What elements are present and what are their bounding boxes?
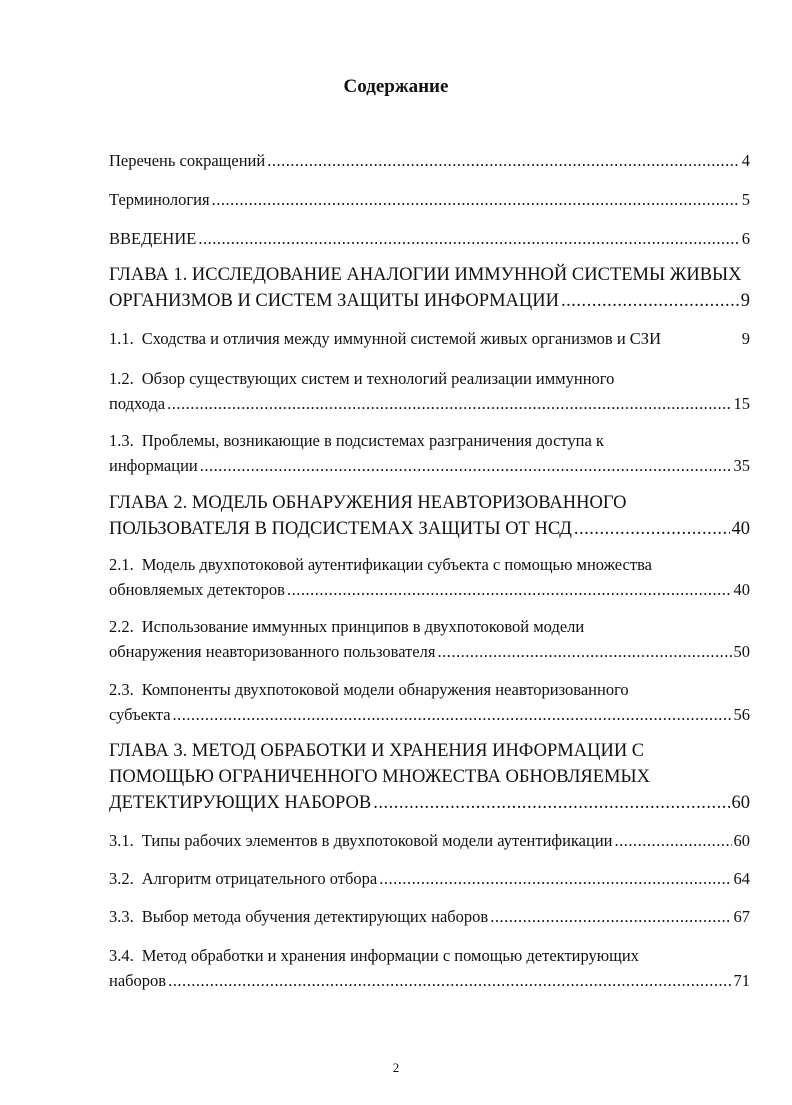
toc-entry[interactable] <box>109 943 750 993</box>
dot-leader <box>287 577 732 602</box>
toc-entry[interactable] <box>109 326 750 351</box>
dot-leader <box>167 391 731 416</box>
toc-entry[interactable] <box>109 428 750 478</box>
toc-entry[interactable] <box>109 148 750 173</box>
toc-entry[interactable] <box>109 738 750 816</box>
toc-entry-text: 1.2. Обзор существующих систем и технологий реализации иммунного <box>109 366 750 391</box>
toc-entry-text: субъекта <box>109 705 171 724</box>
toc-entry-number: 1.2. <box>109 369 134 388</box>
toc-entry-text: информации <box>109 456 198 475</box>
page-number: 2 <box>392 1060 400 1075</box>
toc-entry-text: наборов <box>109 971 167 990</box>
toc-entry-text: 2.3. Компоненты двухпотоковой модели обнаружения неавторизованного <box>109 677 750 702</box>
dot-leader <box>200 453 732 478</box>
toc-entry-text: ГЛАВА 2. МОДЕЛЬ ОБНАРУЖЕНИЯ НЕАВТОРИЗОВАННОГО <box>109 493 627 513</box>
toc-entry-number: 3.4. <box>109 946 134 965</box>
dot-leader <box>574 516 730 542</box>
toc-entry-text: 3.3. Выбор метода обучения детектирующих наборов <box>109 904 488 929</box>
toc-entry-number: 3.2. <box>109 869 134 888</box>
toc-entry-page: 71 <box>733 971 750 990</box>
toc-entry-text: 2.2. Использование иммунных принципов в двухпотоковой модели <box>109 614 750 639</box>
toc-entry-text: Перечень сокращений <box>109 151 266 170</box>
dot-leader <box>168 968 731 993</box>
dot-leader <box>267 148 740 173</box>
toc-entry[interactable] <box>109 187 750 212</box>
toc-entry-page: 40 <box>733 580 750 599</box>
dot-leader <box>379 866 731 891</box>
toc-entry[interactable] <box>109 552 750 602</box>
toc-entry-page: 50 <box>733 642 750 661</box>
toc-entry-text: 3.4. Метод обработки и хранения информации с помощью детектирующих <box>109 943 750 968</box>
toc-entry[interactable] <box>109 904 750 929</box>
dot-leader <box>490 904 731 929</box>
toc-entry-text: ГЛАВА 3. МЕТОД ОБРАБОТКИ И ХРАНЕНИЯ ИНФОРМАЦИИ С <box>109 741 645 761</box>
toc-entry-text: ГЛАВА 1. ИССЛЕДОВАНИЕ АНАЛОГИИ ИММУННОЙ СИСТЕМЫ ЖИВЫХ <box>109 265 742 285</box>
toc-entry[interactable] <box>109 677 750 727</box>
toc-entry-text: обнаружения неавторизованного пользователя <box>109 642 436 661</box>
toc-entry-page: 5 <box>741 190 750 209</box>
dot-leader <box>437 639 731 664</box>
toc-entry[interactable] <box>109 226 750 251</box>
toc-entry-number: 3.1. <box>109 831 134 850</box>
dot-leader <box>615 828 732 853</box>
toc-entry-page: 9 <box>740 291 750 311</box>
toc-entry-text: 3.1. Типы рабочих элементов в двухпотоковой модели аутентификации <box>109 828 613 853</box>
toc-entry-number: 3.3. <box>109 907 134 926</box>
toc-entry-page: 6 <box>741 229 750 248</box>
toc-entry-number: 2.2. <box>109 617 134 636</box>
toc-entry-page: 15 <box>733 394 750 413</box>
toc-entry-text: 2.1. Модель двухпотоковой аутентификации субъекта с помощью множества <box>109 552 750 577</box>
page-title: Содержание <box>343 76 449 97</box>
toc-entry-page: 35 <box>733 456 750 475</box>
toc-entry-text: ДЕТЕКТИРУЮЩИХ НАБОРОВ <box>109 793 372 813</box>
dot-leader <box>212 187 740 212</box>
toc-entry-text: ОРГАНИЗМОВ И СИСТЕМ ЗАЩИТЫ ИНФОРМАЦИИ <box>109 291 559 311</box>
toc-entry-page: 67 <box>733 907 750 926</box>
toc-entry-text: Терминология <box>109 190 210 209</box>
toc-entry-number: 1.1. <box>109 329 134 348</box>
toc-entry-page: 64 <box>733 869 750 888</box>
toc-entry-page: 9 <box>741 329 750 348</box>
toc-entry-text: 1.3. Проблемы, возникающие в подсистемах разграничения доступа к <box>109 428 750 453</box>
toc-entry[interactable] <box>109 490 750 542</box>
toc-entry-text: подхода <box>109 394 166 413</box>
toc-entry[interactable] <box>109 866 750 891</box>
toc-entry-number: 2.3. <box>109 680 134 699</box>
toc-entry[interactable] <box>109 828 750 853</box>
toc-entry-text: ПОМОЩЬЮ ОГРАНИЧЕННОГО МНОЖЕСТВА ОБНОВЛЯЕМЫХ <box>109 767 650 787</box>
toc-entry-page: 4 <box>741 151 750 170</box>
toc-entry-page: 56 <box>733 705 750 724</box>
toc-entry-page: 60 <box>731 793 750 813</box>
toc-entry[interactable] <box>109 262 750 314</box>
toc-entry-page: 40 <box>731 519 750 539</box>
toc-entry-text: обновляемых детекторов <box>109 580 285 599</box>
toc-entry-text: ВВЕДЕНИЕ <box>109 229 197 248</box>
toc-entry-text: ПОЛЬЗОВАТЕЛЯ В ПОДСИСТЕМАХ ЗАЩИТЫ ОТ НСД <box>109 519 572 539</box>
toc-entry-page: 60 <box>733 831 750 850</box>
dot-leader <box>198 226 739 251</box>
dot-leader <box>173 702 732 727</box>
toc-entry-number: 1.3. <box>109 431 134 450</box>
toc-entry-number: 2.1. <box>109 555 134 574</box>
toc-entry[interactable] <box>109 614 750 664</box>
toc-entry-text: 1.1. Сходства и отличия между иммунной системой живых организмов и СЗИ <box>109 326 742 351</box>
toc-entry-text: 3.2. Алгоритм отрицательного отбора <box>109 866 377 891</box>
toc-entry[interactable] <box>109 366 750 416</box>
dot-leader <box>561 288 739 314</box>
dot-leader <box>373 790 729 816</box>
